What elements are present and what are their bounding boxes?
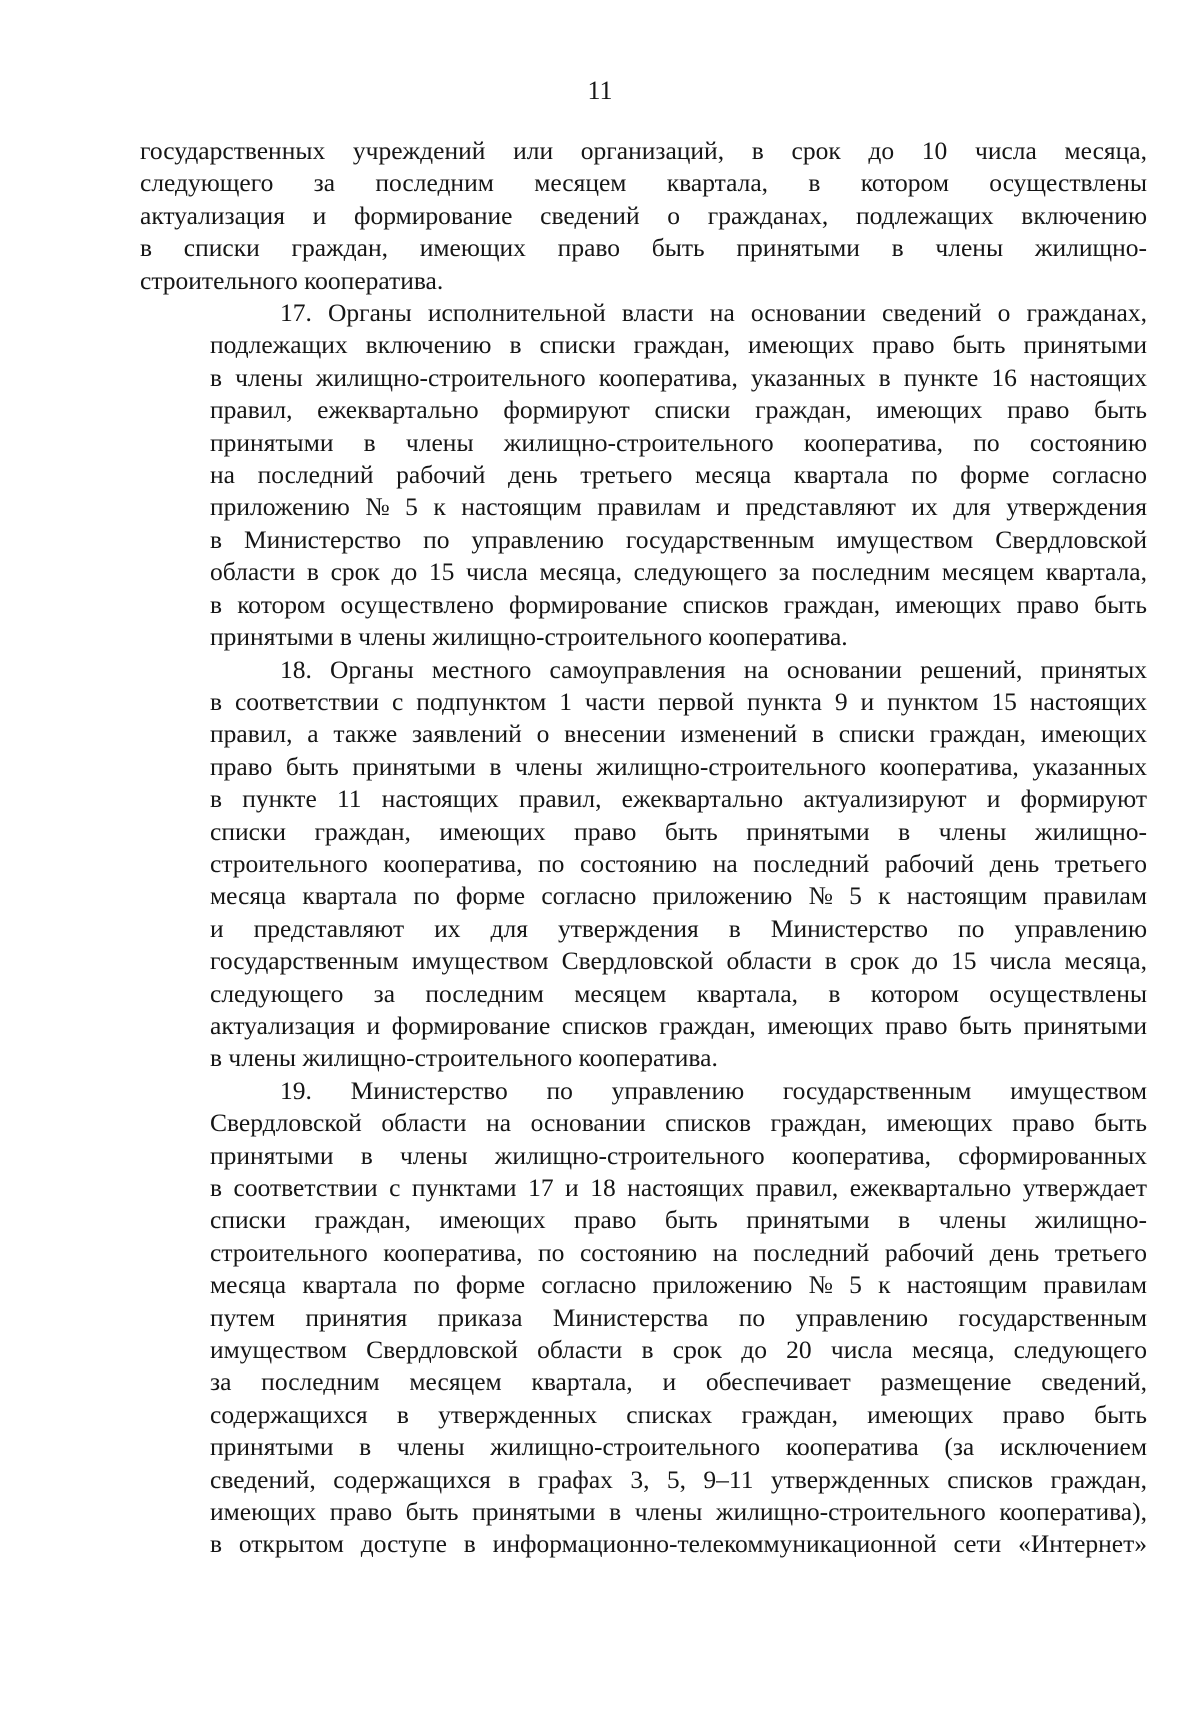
paragraph-17 (140, 297, 1147, 653)
text-line: и представляют их для утверждения в Министерство по управлению (210, 913, 1147, 943)
text-line: списки граждан, имеющих право быть принятыми в члены жилищно- (210, 816, 1147, 846)
text-line: принятыми в члены жилищно-строительного кооператива, сформированных (210, 1140, 1147, 1170)
text-line: государственным имуществом Свердловской области в срок до 15 числа месяца, (210, 946, 1147, 976)
text-line: принятыми в члены жилищно-строительного кооператива (за исключением (210, 1432, 1147, 1462)
text-line: правил, а также заявлений о внесении изменений в списки граждан, имеющих (210, 719, 1147, 749)
text-line: за последним месяцем квартала, и обеспечивает размещение сведений, (210, 1367, 1147, 1397)
text-line: строительного кооператива. (140, 265, 444, 295)
text-line: в соответствии с пунктами 17 и 18 настоящих правил, ежеквартально утверждает (210, 1173, 1147, 1202)
text-line: в открытом доступе в информационно-телекоммуникационной сети «Интернет» (210, 1529, 1147, 1559)
text-line: принятыми в члены жилищно-строительного кооператива. (210, 622, 848, 652)
text-line: имеющих право быть принятыми в члены жилищно-строительного кооператива), (210, 1497, 1147, 1527)
text-line: в соответствии с подпунктом 1 части первой пункта 9 и пунктом 15 настоящих (210, 686, 1147, 716)
text-line: на последний рабочий день третьего месяца квартала по форме согласно (210, 460, 1147, 490)
text-line: 18. Органы местного самоуправления на основании решений, принятых (280, 654, 1147, 684)
text-line: в списки граждан, имеющих право быть принятыми в члены жилищно- (140, 233, 1147, 263)
document-body (140, 135, 1147, 1561)
text-line: списки граждан, имеющих право быть принятыми в члены жилищно- (210, 1205, 1147, 1235)
text-line: в Министерство по управлению государственным имуществом Свердловской (210, 524, 1147, 554)
text-line: в члены жилищно-строительного кооператива, указанных в пункте 16 настоящих (210, 362, 1147, 392)
text-line: месяца квартала по форме согласно приложению № 5 к настоящим правилам (210, 1270, 1147, 1300)
text-line: Свердловской области на основании списков граждан, имеющих право быть (210, 1108, 1147, 1138)
paragraph-19 (140, 1075, 1147, 1561)
text-line: 19. Министерство по управлению государственным имуществом (280, 1075, 1147, 1105)
text-line: содержащихся в утвержденных списках граждан, имеющих право быть (210, 1399, 1147, 1429)
text-line: право быть принятыми в члены жилищно-строительного кооператива, указанных (210, 751, 1147, 781)
paragraph-continuation (140, 135, 1147, 297)
text-line: в котором осуществлено формирование списков граждан, имеющих право быть (210, 589, 1147, 619)
paragraph-18 (140, 654, 1147, 1075)
text-line: сведений, содержащихся в графах 3, 5, 9–11 утвержденных списков граждан, (210, 1464, 1147, 1494)
text-line: актуализация и формирование сведений о гражданах, подлежащих включению (140, 200, 1147, 230)
text-line: области в срок до 15 числа месяца, следующего за последним месяцем квартала, (210, 557, 1147, 587)
text-line: правил, ежеквартально формируют списки граждан, имеющих право быть (210, 395, 1147, 425)
text-line: в пункте 11 настоящих правил, ежеквартально актуализируют и формируют (210, 784, 1147, 814)
text-line: путем принятия приказа Министерства по управлению государственным (210, 1302, 1147, 1332)
text-line: подлежащих включению в списки граждан, имеющих право быть принятыми (210, 330, 1147, 360)
text-line: месяца квартала по форме согласно приложению № 5 к настоящим правилам (210, 881, 1147, 911)
text-line: в члены жилищно-строительного кооператива. (210, 1043, 718, 1073)
text-line: 17. Органы исполнительной власти на основании сведений о гражданах, (280, 298, 1147, 328)
text-line: имуществом Свердловской области в срок до 20 числа месяца, следующего (210, 1335, 1147, 1365)
text-line: следующего за последним месяцем квартала, в котором осуществлены (140, 168, 1147, 198)
text-line: принятыми в члены жилищно-строительного кооператива, по состоянию (210, 427, 1147, 457)
text-line: актуализация и формирование списков граждан, имеющих право быть принятыми (210, 1010, 1147, 1040)
page-number: 11 (587, 76, 613, 105)
text-line: приложению № 5 к настоящим правилам и представляют их для утверждения (210, 492, 1147, 522)
text-line: строительного кооператива, по состоянию на последний рабочий день третьего (210, 848, 1147, 878)
text-line: строительного кооператива, по состоянию на последний рабочий день третьего (210, 1237, 1147, 1267)
text-line: государственных учреждений или организаций, в срок до 10 числа месяца, (140, 136, 1147, 165)
text-line: следующего за последним месяцем квартала, в котором осуществлены (210, 978, 1147, 1008)
